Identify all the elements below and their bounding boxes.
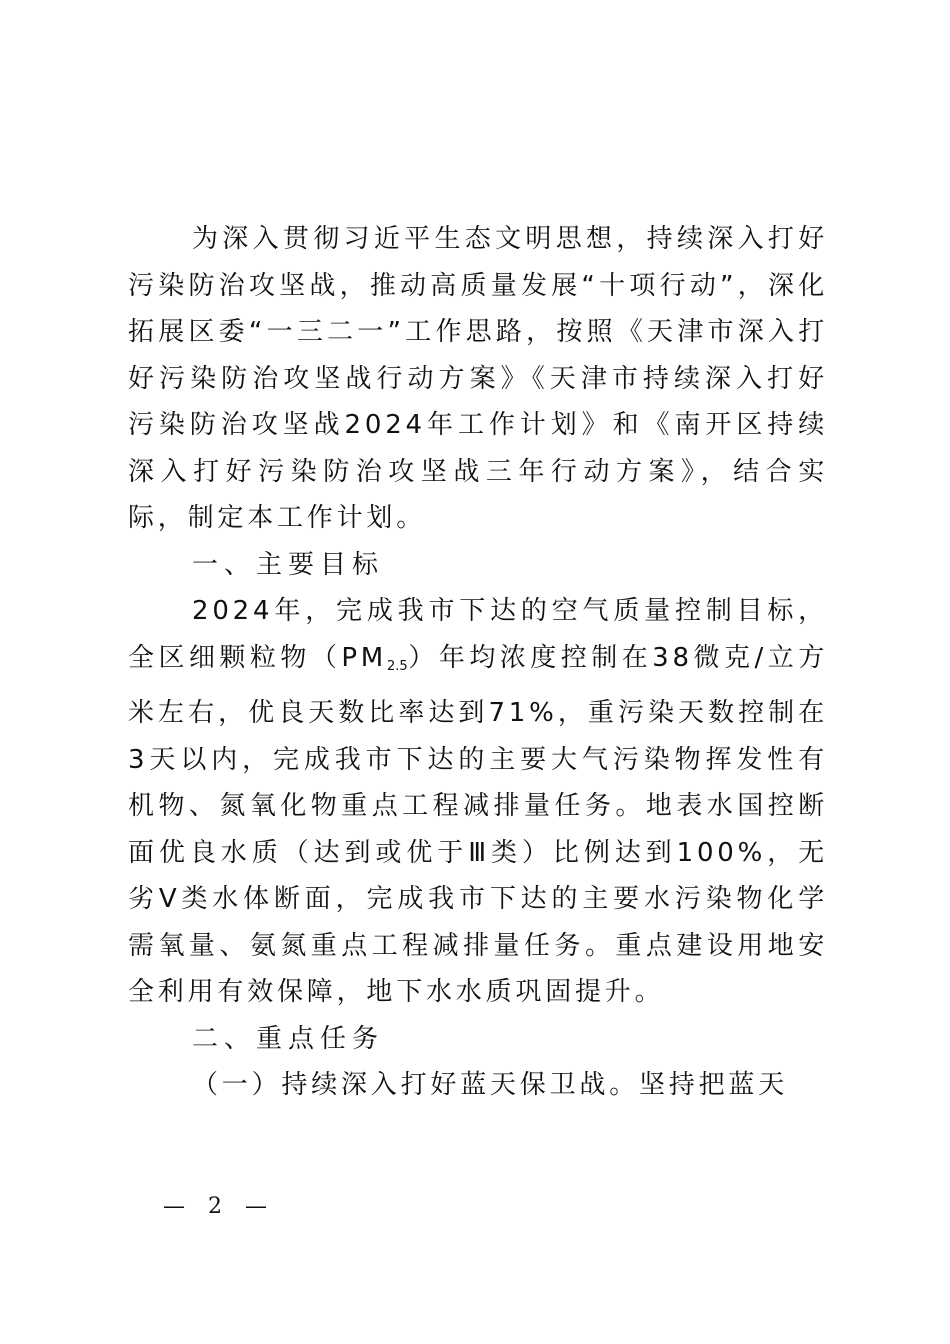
goals-paragraph [128,588,828,1016]
page-number: — 2 — [163,1194,275,1219]
goals-text-part1: 2024年，完成我市下达的空气质量控制目标，全区细颗粒物（PM [128,596,828,673]
section-heading-main-goals: 一、主要目标 [192,549,385,580]
document-body [128,216,828,1109]
pm-subscript: 2.5 [387,658,408,674]
goals-text-part2: ）年均浓度控制在38微克/立方米左右，优良天数比率达到71%，重污染天数控制在3天以内，完成我市下达的主要大气污染物挥发性有机物、氮氧化物重点工程减排量任务。地表水国控断面优良水质（达到或优于Ⅲ类）比例达到100%，无劣Ⅴ类水体断面，完成我市下达的主要水污染物化学需氧量、氨氮重点工程减排量任务。重点建设用地安全利用有效保障，地下水水质巩固提升。 [128,642,828,1007]
section-heading-key-tasks: 二、重点任务 [192,1023,385,1054]
intro-paragraph: 为深入贯彻习近平生态文明思想，持续深入打好污染防治攻坚战，推动高质量发展“十项行动”，深化拓展区委“一三二一”工作思路，按照《天津市深入打好污染防治攻坚战行动方案》《天津市持续深入打好污染防治攻坚战2024年工作计划》和《南开区持续深入打好污染防治攻坚战三年行动方案》，结合实际，制定本工作计划。 [128,224,828,533]
task-1-paragraph: （一）持续深入打好蓝天保卫战。坚持把蓝天 [192,1070,789,1100]
